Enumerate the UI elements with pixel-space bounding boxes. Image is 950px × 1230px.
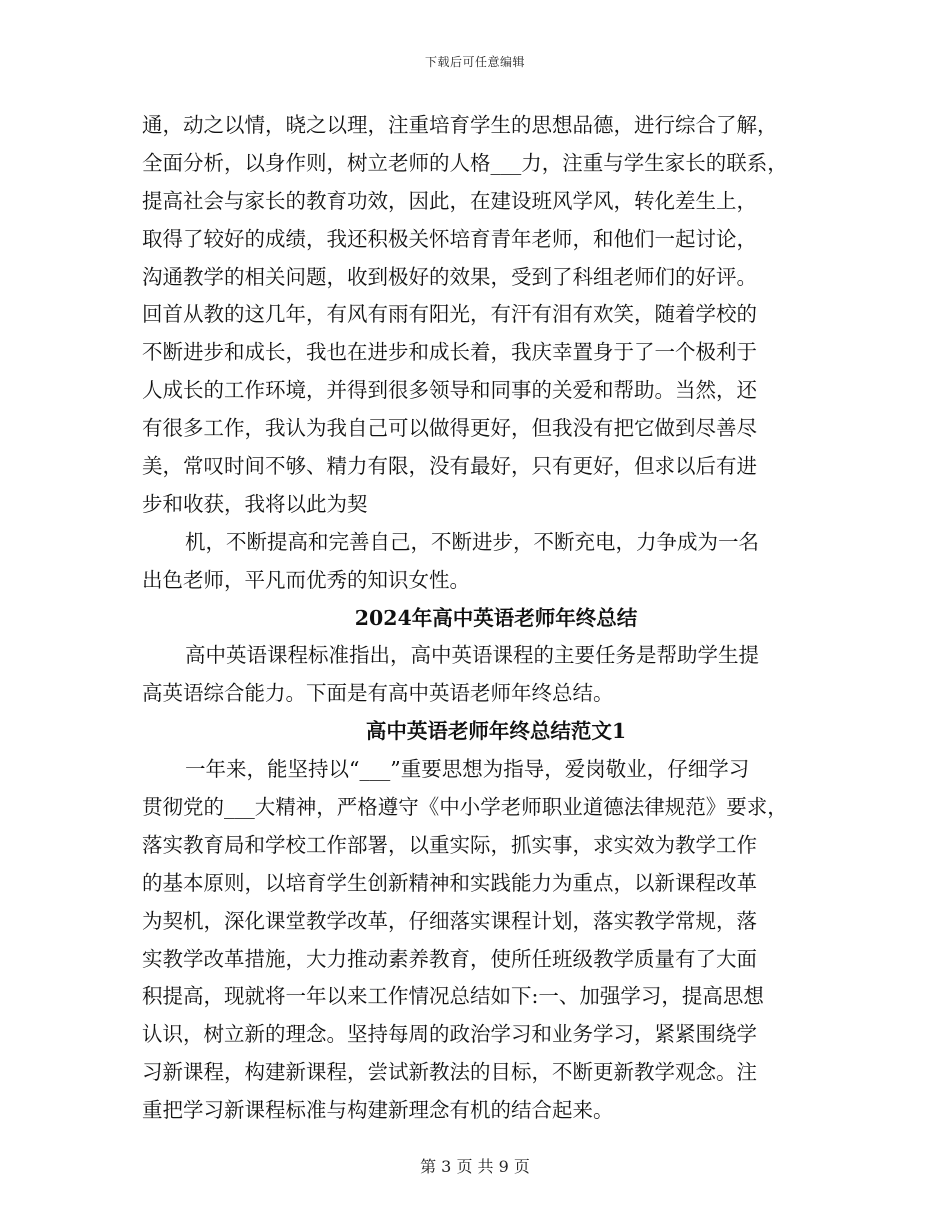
body-line: 认识，树立新的理念。坚持每周的政治学习和业务学习，紧紧围绕学: [142, 1022, 757, 1047]
page-number-footer: 第 3 页 共 9 页: [420, 1157, 530, 1176]
body-line: 高英语综合能力。下面是有高中英语老师年终总结。: [142, 681, 614, 706]
body-line: 贯彻党的___大精神，严格遵守《中小学老师职业道德法律规范》要求，: [142, 795, 788, 820]
body-line: 美，常叹时间不够、精力有限，没有最好，只有更好，但求以后有进: [142, 454, 757, 479]
body-line: 的基本原则，以培育学生创新精神和实践能力为重点，以新课程改革: [142, 870, 757, 895]
body-line: 习新课程，构建新课程，尝试新教法的目标，不断更新教学观念。注: [142, 1060, 757, 1085]
paragraph-first-line: 一年来，能坚持以“___”重要思想为指导，爱岗敬业，仔细学习: [185, 757, 750, 782]
body-line: 为契机，深化课堂教学改革，仔细落实课程计划，落实教学常规，落: [142, 908, 757, 933]
section-heading: 2024年高中英语老师年终总结: [354, 605, 638, 630]
paragraph-first-line: 高中英语课程标准指出，高中英语课程的主要任务是帮助学生提: [185, 643, 759, 668]
body-line: 出色老师，平凡而优秀的知识女性。: [142, 567, 470, 592]
body-line: 落实教育局和学校工作部署，以重实际，抓实事，求实效为教学工作: [142, 832, 757, 857]
body-line: 提高社会与家长的教育功效，因此，在建设班风学风，转化差生上，: [142, 188, 757, 213]
paragraph-first-line: 机，不断提高和完善自己，不断进步，不断充电，力争成为一名: [185, 529, 759, 554]
body-line: 全面分析，以身作则，树立老师的人格___力，注重与学生家长的联系，: [142, 150, 788, 175]
body-line: 回首从教的这几年，有风有雨有阳光，有汗有泪有欢笑，随着学校的: [142, 302, 757, 327]
body-line: 不断进步和成长，我也在进步和成长着，我庆幸置身于了一个极利于: [142, 340, 757, 365]
body-line: 积提高，现就将一年以来工作情况总结如下:一、加强学习，提高思想: [142, 984, 764, 1009]
body-line: 实教学改革措施，大力推动素养教育，使所任班级教学质量有了大面: [142, 946, 757, 971]
body-line: 重把学习新课程标准与构建新理念有机的结合起来。: [142, 1098, 614, 1123]
document-body: [142, 107, 822, 1130]
page-header-note: 下载后可任意编辑: [424, 55, 525, 69]
body-line: 沟通教学的相关问题，收到极好的效果，受到了科组老师们的好评。: [142, 264, 757, 289]
subsection-heading: 高中英语老师年终总结范文1: [365, 719, 627, 744]
body-line: 有很多工作，我认为我自己可以做得更好，但我没有把它做到尽善尽: [142, 416, 757, 441]
body-line: 步和收获，我将以此为契: [142, 491, 368, 516]
body-line: 通，动之以情，晓之以理，注重培育学生的思想品德，进行综合了解，: [142, 113, 778, 137]
body-line: 取得了较好的成绩，我还积极关怀培育青年老师，和他们一起讨论，: [142, 226, 757, 251]
body-line: 人成长的工作环境，并得到很多领导和同事的关爱和帮助。当然，还: [142, 378, 757, 403]
